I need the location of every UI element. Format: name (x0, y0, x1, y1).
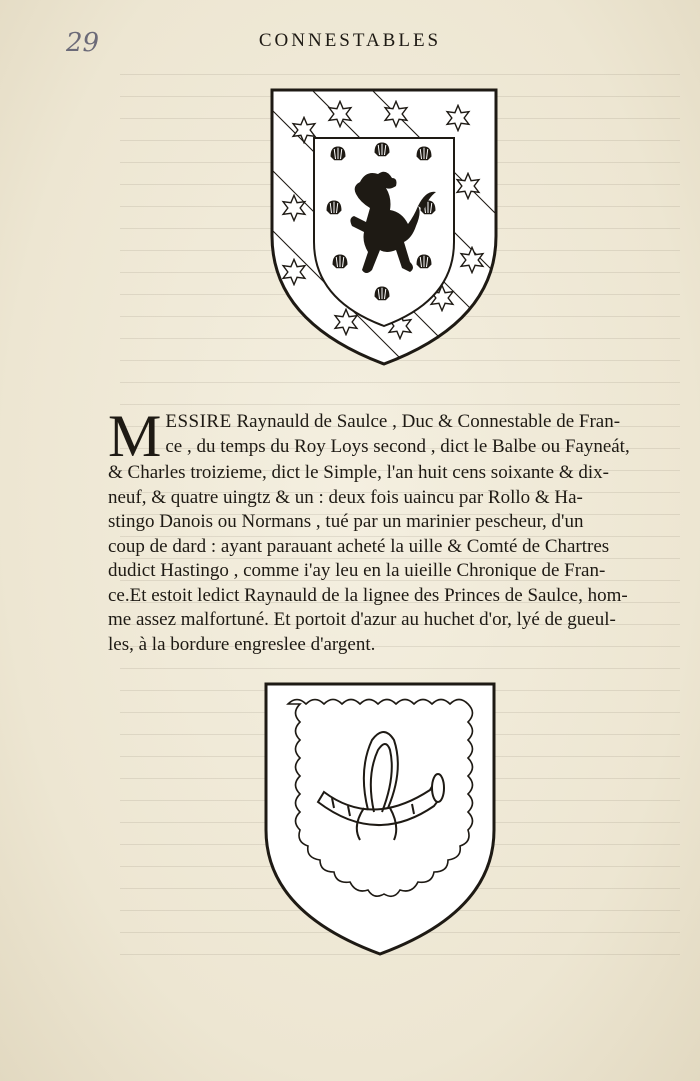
text-line: dudict Hastingo , comme i'ay leu en la uieille Chronique de Fran- (108, 560, 606, 581)
lead-word: ESSIRE (165, 411, 232, 432)
text-line: neuf, & quatre uingtz & un : deux fois uaincu par Rollo & Ha- (108, 486, 583, 508)
text-line: ce , du temps du Roy Loys second , dict le Balbe ou Fayneát, (165, 435, 630, 457)
coat-of-arms-lion (268, 86, 500, 368)
text-line: stingo Danois ou Normans , tué par un marinier pescheur, d'un (108, 511, 584, 532)
text-line: me assez malfortuné. Et portoit d'azur au huchet d'or, lyé de gueul- (108, 609, 616, 630)
text-line: & Charles troizieme, dict le Simple, l'an huit cens soixante & dix- (108, 462, 610, 483)
text-line: ESSIRE Raynauld de Saulce , Duc & Connestable de Fran- (165, 411, 621, 432)
entry-text (108, 403, 638, 657)
running-head: CONNESTABLES (258, 30, 442, 51)
text-line: les, à la bordure engreslee d'argent. (108, 633, 376, 655)
text-line: coup de dard : ayant parauant acheté la uille & Comté de Chartres (108, 535, 610, 557)
dropcap: M (108, 403, 162, 469)
coat-of-arms-hunting-horn (262, 680, 498, 958)
folio-number: 29 (66, 28, 100, 58)
text-line: ce.Et estoit ledict Raynauld de la lignee des Princes de Saulce, hom- (108, 584, 628, 606)
